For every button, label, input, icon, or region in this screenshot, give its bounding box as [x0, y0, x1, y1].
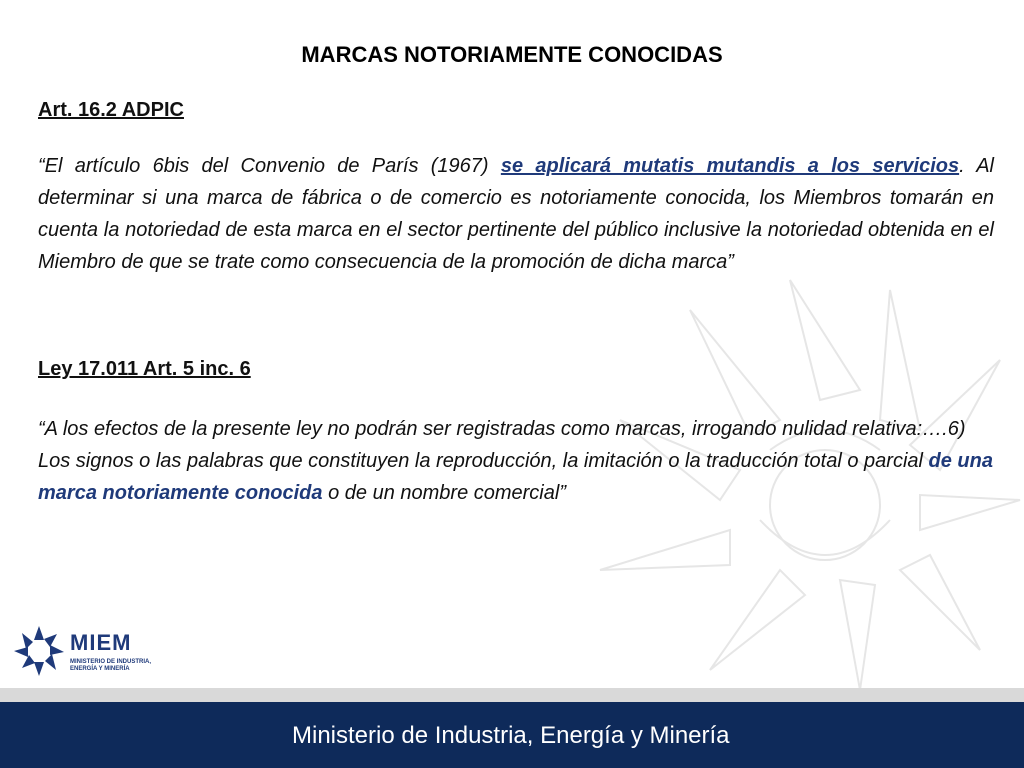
section2-quote	[38, 413, 994, 509]
section1-quote-end: . Al determinar si una marca de fábrica o de comercio es notoriamente conocida, los Miembros tomarán en cuenta la notoriedad de esta marca en el sector pertinente del público inclusive la notoriedad obtenida en el Miembro de que se trate como consecuencia de la promoción de dicha marca”	[38, 155, 994, 273]
miem-logo	[12, 624, 172, 680]
logo-subtitle: MINISTERIO DE INDUSTRIA, ENERGÍA Y MINERÍA	[70, 659, 152, 672]
footer-separator	[0, 688, 1024, 702]
star-logo-icon	[12, 624, 66, 678]
footer-bar	[0, 702, 1024, 768]
section2-quote-emphasis: de una marca notoriamente conocida	[38, 450, 993, 504]
section1-quote	[38, 150, 994, 278]
logo-name: MIEM	[70, 630, 132, 655]
footer-text: Ministerio de Industria, Energía y Minería	[292, 722, 730, 749]
section2-heading: Ley 17.011 Art. 5 inc. 6	[38, 358, 251, 380]
section1-heading: Art. 16.2 ADPIC	[38, 99, 184, 121]
slide-title: MARCAS NOTORIAMENTE CONOCIDAS	[301, 42, 723, 67]
section1-quote-start: “El artículo 6bis del Convenio de París (1967)	[38, 155, 501, 177]
section2-quote-end: o de un nombre comercial”	[322, 482, 566, 504]
section1-quote-emphasis: se aplicará mutatis mutandis a los servicios	[500, 155, 960, 177]
section2-quote-start: “A los efectos de la presente ley no podrán ser registradas como marcas, irrogando nulidad relativa:….6) Los signos o las palabras que constituyen la reproducción, la imitación o la traducción total o parcial	[38, 418, 966, 472]
